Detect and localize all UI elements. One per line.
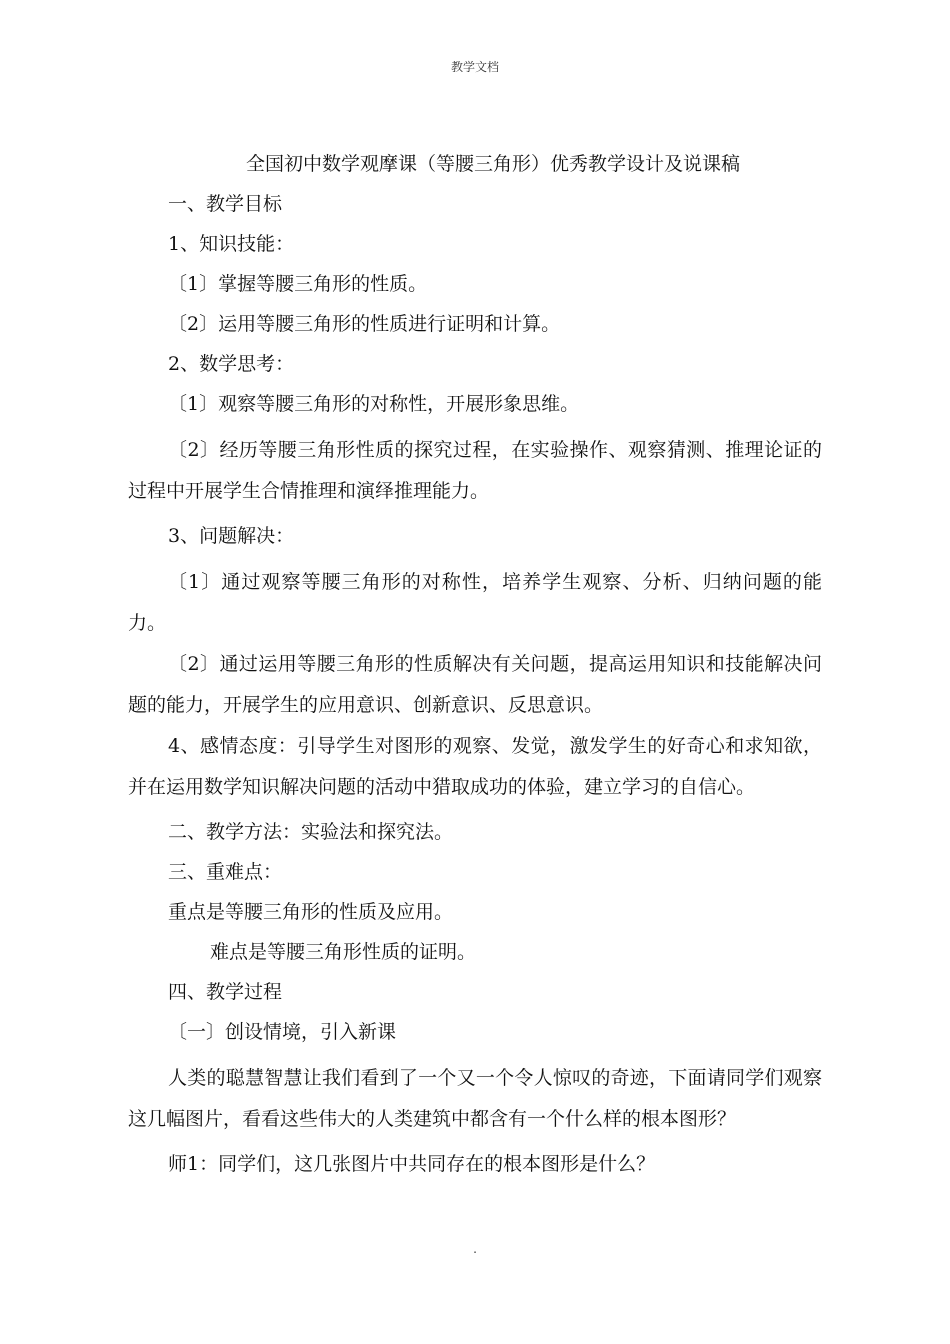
paragraph: 师1：同学们，这几张图片中共同存在的根本图形是什么？ — [168, 1153, 656, 1175]
paragraph: 4、感情态度：引导学生对图形的观察、发觉，激发学生的好奇心和求知欲，并在运用数学知识解决问题的活动中猎取成功的体验，建立学习的自信心。 — [128, 735, 822, 798]
paragraph: 重点是等腰三角形的性质及应用。 — [168, 901, 454, 923]
section-heading-key-points: 三、重难点： — [168, 861, 283, 883]
section-heading-process: 四、教学过程 — [168, 981, 283, 1003]
page-header: 教学文档 — [450, 60, 499, 74]
document-body — [128, 150, 822, 1190]
paragraph: 〔2〕运用等腰三角形的性质进行证明和计算。 — [168, 313, 561, 335]
paragraph: 〔1〕通过观察等腰三角形的对称性，培养学生观察、分析、归纳问题的能力。 — [128, 571, 822, 634]
section-heading-methods: 二、教学方法：实验法和探究法。 — [168, 821, 454, 843]
subheading-math-thinking: 2、数学思考： — [168, 353, 295, 375]
subheading-knowledge-skills: 1、知识技能： — [168, 233, 295, 255]
paragraph: 〔2〕经历等腰三角形性质的探究过程，在实验操作、观察猜测、推理论证的过程中开展学生合情推理和演绎推理能力。 — [128, 439, 822, 502]
paragraph: 人类的聪慧智慧让我们看到了一个又一个令人惊叹的奇迹，下面请同学们观察这几幅图片，看看这些伟大的人类建筑中都含有一个什么样的根本图形？ — [128, 1067, 822, 1130]
paragraph: 〔2〕通过运用等腰三角形的性质解决有关问题，提高运用知识和技能解决问题的能力，开展学生的应用意识、创新意识、反思意识。 — [128, 653, 822, 716]
page-footer: . — [473, 1242, 477, 1256]
paragraph: 难点是等腰三角形性质的证明。 — [210, 941, 477, 963]
document-title: 全国初中数学观摩课（等腰三角形）优秀教学设计及说课稿 — [245, 153, 740, 175]
paragraph: 〔1〕观察等腰三角形的对称性，开展形象思维。 — [168, 393, 580, 415]
subheading-problem-solving: 3、问题解决： — [168, 525, 295, 547]
section-heading-objectives: 一、教学目标 — [168, 193, 283, 215]
paragraph: 〔1〕掌握等腰三角形的性质。 — [168, 273, 428, 295]
subheading-intro: 〔一〕创设情境，引入新课 — [168, 1021, 397, 1043]
